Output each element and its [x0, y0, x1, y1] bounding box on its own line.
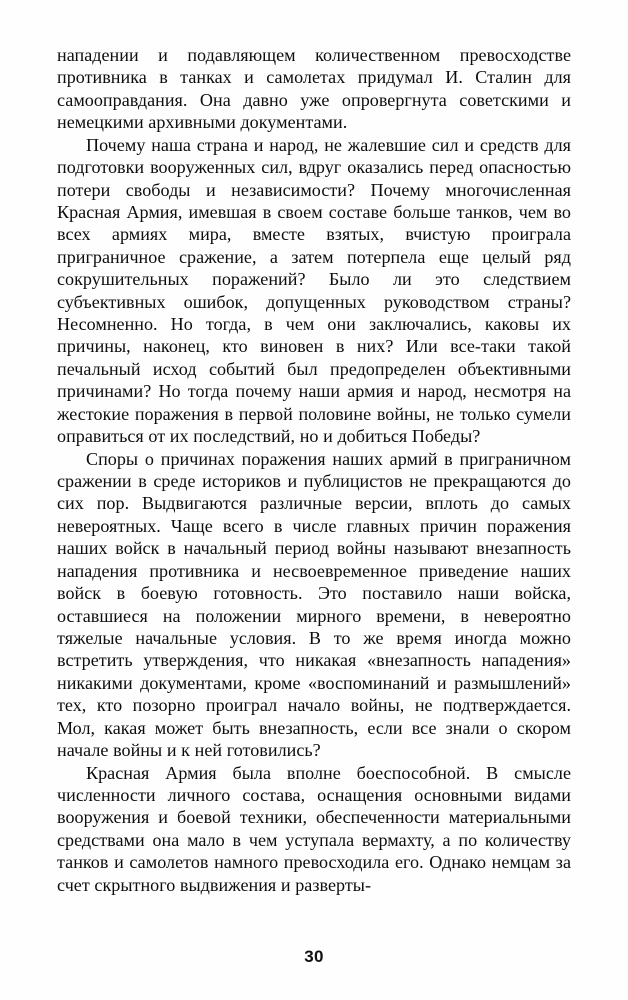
paragraph-3: Споры о причинах поражения наших армий в приграничном сражении в среде историков и публицистов не прекращаются до сих пор. Выдвигаются различные версии, вплоть до самых невероятных. Чаще всего в числе главных причин поражения наших войск в начальный период войны называют внезапность нападения противника и несвоевременное приведение наших войск в боевую готовность. Это поставило наши войска, оставшиеся на положении мирного времени, в невероятно тяжелые начальные условия. В то же время иногда можно встретить утверждения, что никакая «внезапность нападения» никакими документами, кроме «воспоминаний и размышлений» тех, кто позорно проиграл начало войны, не подтверждается. Мол, какая может быть внезапность, если все знали о скором начале войны и к ней готовились? — [57, 448, 571, 761]
page-text-body — [57, 44, 571, 896]
paragraph-4: Красная Армия была вполне боеспособной. В смысле численности личного состава, оснащения основными видами вооружения и боевой техники, обеспеченности материальными средствами она мало в чем уступала вермахту, а по количеству танков и самолетов намного превосходила его. Однако немцам за счет скрытного выдвижения и разверты- — [57, 762, 571, 895]
page-number: 30 — [304, 947, 324, 966]
paragraph-1: нападении и подавляющем количественном превосходстве противника в танках и самолетах придумал И. Сталин для самооправдания. Она давно уже опровергнута советскими и немецкими архивными документами. — [57, 45, 571, 133]
paragraph-2: Почему наша страна и народ, не жалевшие сил и средств для подготовки вооруженных сил, вдруг оказались перед опасностью потери свободы и независимости? Почему многочисленная Красная Армия, имевшая в своем составе больше танков, чем во всех армиях мира, вместе взятых, вчистую проиграла приграничное сражение, а затем потерпела еще целый ряд сокрушительных поражений? Было ли это следствием субъективных ошибок, допущенных руководством страны? Несомненно. Но тогда, в чем они заключались, каковы их причины, наконец, кто виновен в них? Или все-таки такой печальный исход событий был предопределен объективными причинами? Но тогда почему наши армия и народ, несмотря на жестокие поражения в первой половине войны, не только сумели оправиться от их последствий, но и добиться Победы? — [57, 134, 571, 447]
